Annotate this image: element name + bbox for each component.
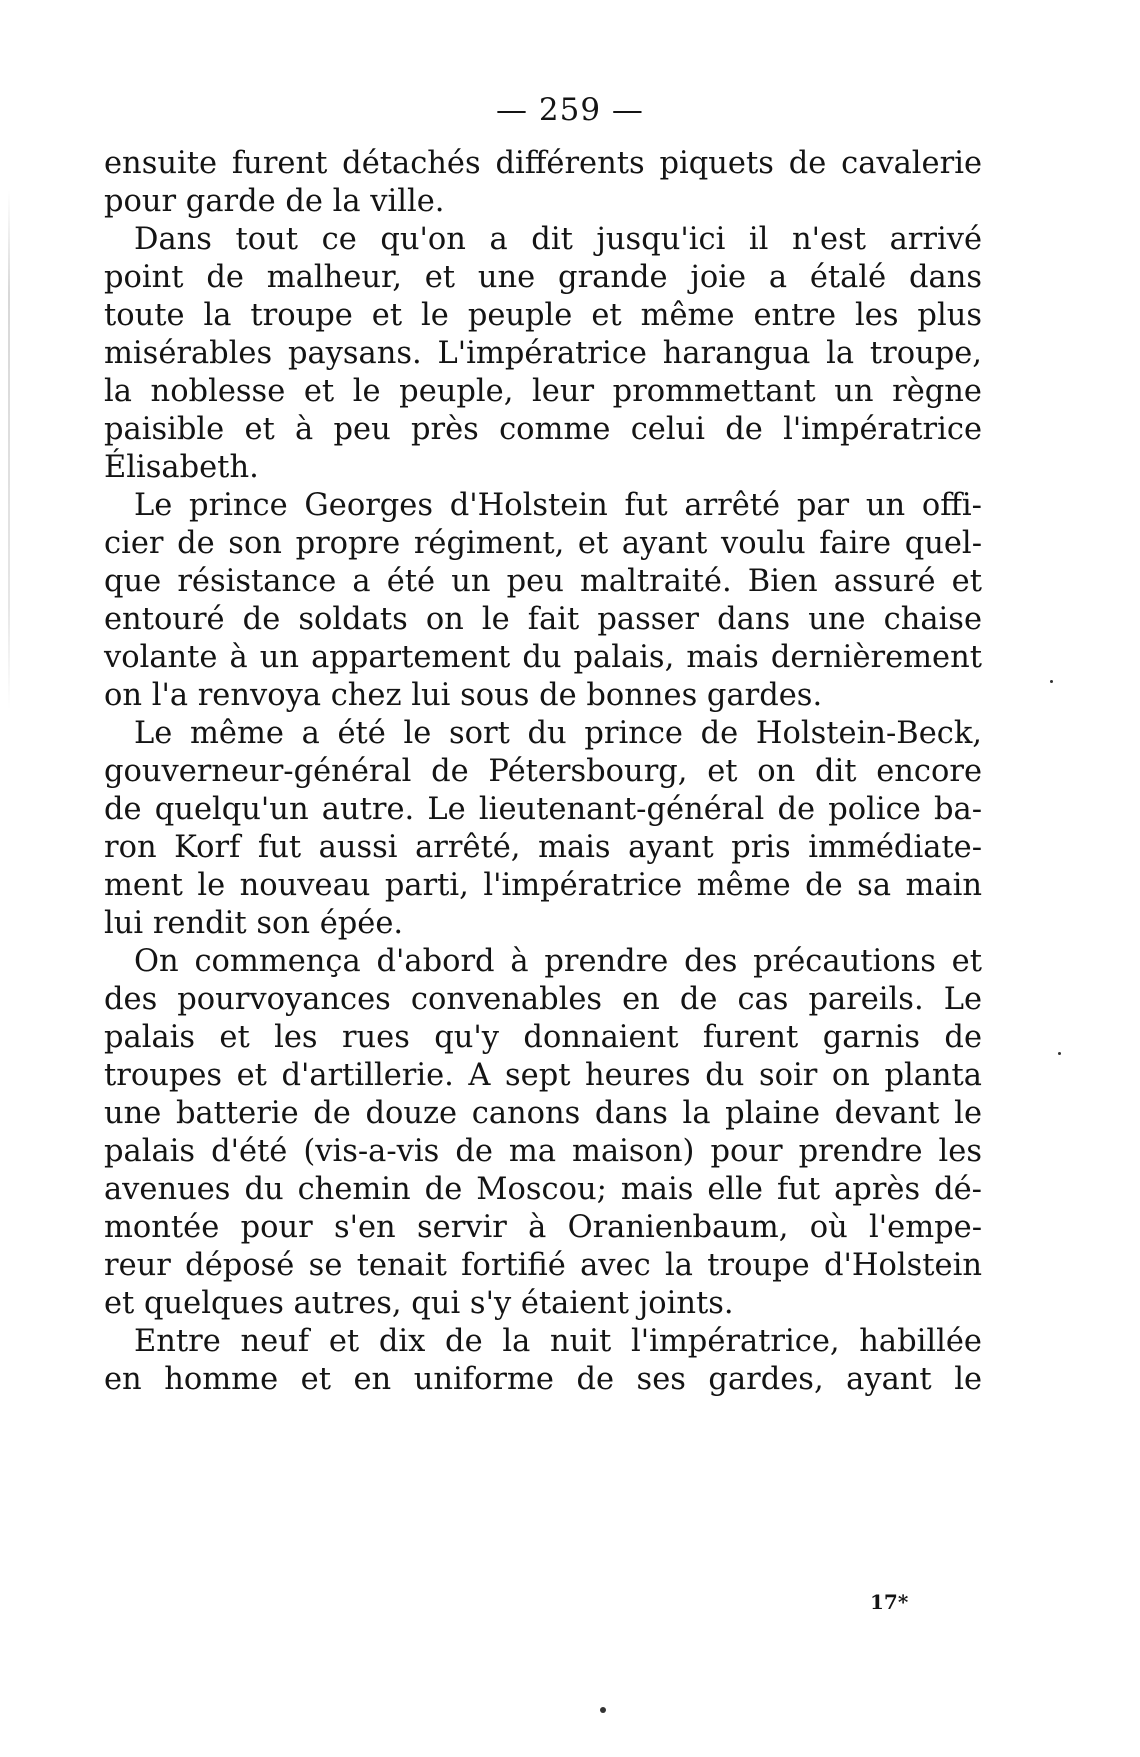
text-line: troupes et d'artillerie. A sept heures du soir on planta bbox=[104, 1058, 982, 1093]
text-line: entouré de soldats on le fait passer dans une chaise bbox=[104, 602, 982, 637]
paragraph bbox=[104, 715, 982, 943]
text-line: cier de son propre régiment, et ayant voulu faire quel- bbox=[104, 526, 982, 561]
paragraph bbox=[104, 1323, 982, 1399]
text-line: et quelques autres, qui s'y étaient joints. bbox=[104, 1286, 734, 1321]
page-edge-shadow bbox=[8, 190, 10, 710]
text-line: la noblesse et le peuple, leur prommettant un règne bbox=[104, 374, 982, 409]
text-line: On commença d'abord à prendre des précautions et bbox=[134, 944, 982, 979]
text-line: une batterie de douze canons dans la plaine devant le bbox=[104, 1096, 982, 1131]
page-number: — 259 — bbox=[496, 92, 644, 128]
text-line: palais d'été (vis-a-vis de ma maison) pour prendre les bbox=[104, 1134, 982, 1169]
text-line: Entre neuf et dix de la nuit l'impératrice, habillée bbox=[134, 1324, 982, 1359]
text-line: pour garde de la ville. bbox=[104, 184, 445, 219]
paragraph bbox=[104, 943, 982, 1323]
stray-ink-dot bbox=[1058, 1052, 1061, 1055]
text-line: toute la troupe et le peuple et même entre les plus bbox=[104, 298, 982, 333]
text-line: Le prince Georges d'Holstein fut arrêté par un offi- bbox=[134, 488, 982, 523]
text-line: lui rendit son épée. bbox=[104, 906, 404, 941]
text-line: palais et les rues qu'y donnaient furent garnis de bbox=[104, 1020, 982, 1055]
text-line: en homme et en uniforme de ses gardes, ayant le bbox=[104, 1362, 982, 1397]
text-line: montée pour s'en servir à Oranienbaum, où l'empe- bbox=[104, 1210, 982, 1245]
text-line: que résistance a été un peu maltraité. Bien assuré et bbox=[104, 564, 982, 599]
stray-ink-dot bbox=[600, 1707, 606, 1713]
stray-ink-dot bbox=[1050, 680, 1053, 683]
text-line: des pourvoyances convenables en de cas pareils. Le bbox=[104, 982, 982, 1017]
text-line: de quelqu'un autre. Le lieutenant-général de police ba- bbox=[104, 792, 982, 827]
text-line: ron Korf fut aussi arrêté, mais ayant pris immédiate- bbox=[104, 830, 982, 865]
paragraph bbox=[104, 487, 982, 715]
text-line: ment le nouveau parti, l'impératrice même de sa main bbox=[104, 868, 982, 903]
paragraph bbox=[104, 145, 982, 221]
paragraph bbox=[104, 221, 982, 487]
text-line: volante à un appartement du palais, mais dernièrement bbox=[104, 640, 982, 675]
text-line: misérables paysans. L'impératrice harangua la troupe, bbox=[104, 336, 982, 371]
text-line: paisible et à peu près comme celui de l'impératrice bbox=[104, 412, 982, 447]
text-line: Élisabeth. bbox=[104, 450, 259, 485]
text-line: on l'a renvoya chez lui sous de bonnes gardes. bbox=[104, 678, 823, 713]
text-line: reur déposé se tenait fortifié avec la troupe d'Holstein bbox=[104, 1248, 982, 1283]
text-line: Dans tout ce qu'on a dit jusqu'ici il n'est arrivé bbox=[134, 222, 982, 257]
text-line: avenues du chemin de Moscou; mais elle fut après dé- bbox=[104, 1172, 982, 1207]
text-line: point de malheur, et une grande joie a étalé dans bbox=[104, 260, 982, 295]
text-line: gouverneur-général de Pétersbourg, et on dit encore bbox=[104, 754, 982, 789]
signature-mark: 17* bbox=[870, 1590, 909, 1614]
body-text bbox=[104, 145, 982, 1399]
text-line: Le même a été le sort du prince de Holstein-Beck, bbox=[134, 716, 982, 751]
text-line: ensuite furent détachés différents piquets de cavalerie bbox=[104, 146, 982, 181]
